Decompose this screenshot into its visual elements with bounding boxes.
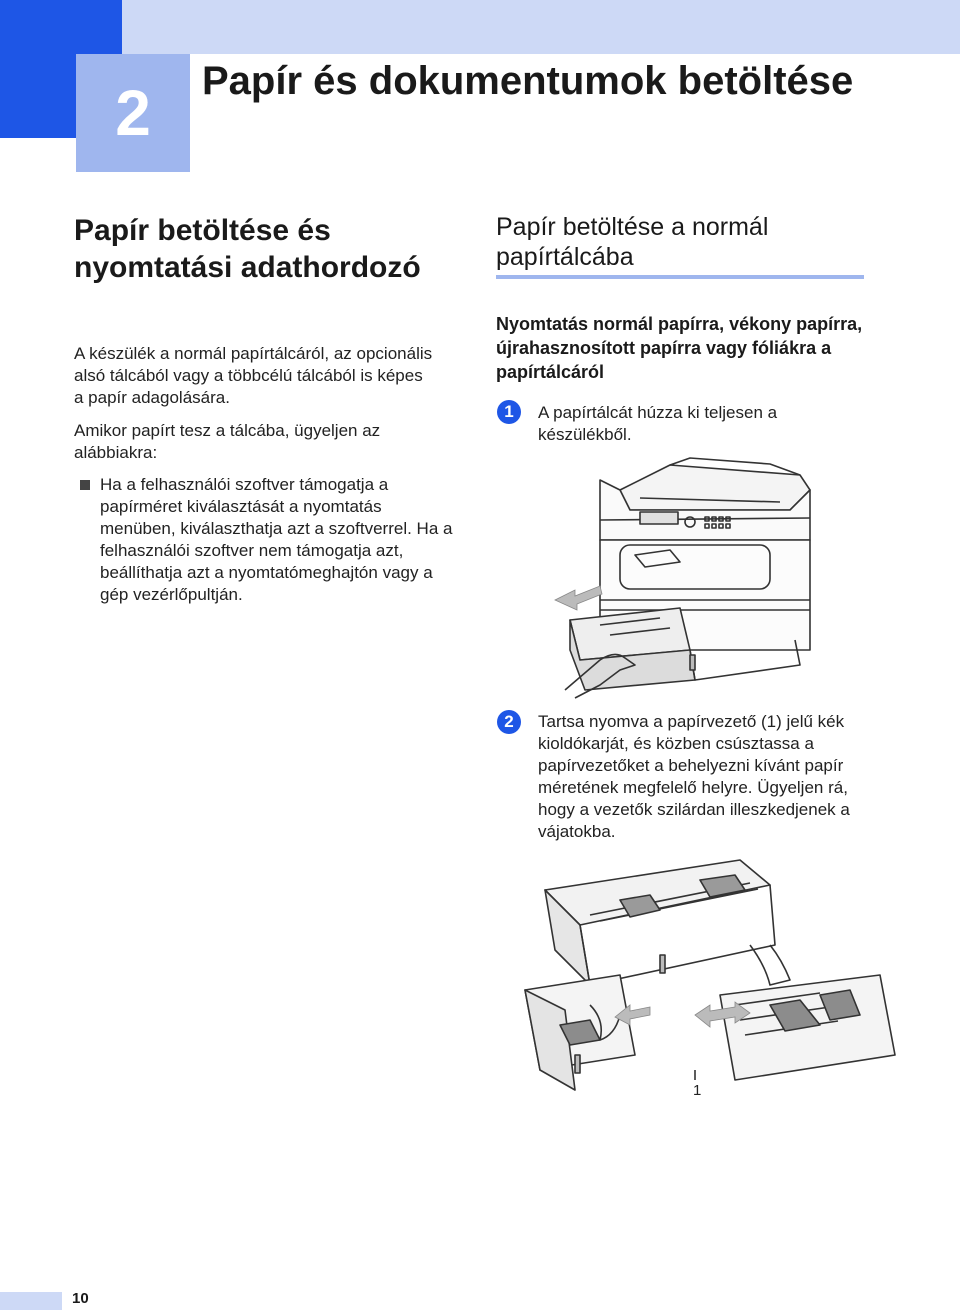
- note-paragraph: Amikor papírt tesz a tálcába, ügyeljen az alábbiakra:: [74, 421, 381, 462]
- page-number: 10: [72, 1290, 89, 1307]
- chapter-title: Papír és dokumentumok betöltése: [202, 59, 854, 103]
- header-band-light: [122, 0, 960, 54]
- step-1-badge: 1: [497, 400, 521, 424]
- chapter-number: 2: [115, 77, 151, 149]
- intro-paragraph: A készülék a normál papírtálcáról, az opcionális alsó tálcából vagy a többcélú tálcából is képes a papír adagolására.: [74, 344, 433, 407]
- subsection-heading: Papír betöltése a normál papírtálcába: [496, 213, 769, 271]
- bullet-square-icon: [80, 480, 90, 490]
- printer-tray-illustration: [540, 450, 825, 700]
- callout-label: 1: [693, 1082, 702, 1099]
- step-2-badge: 2: [497, 710, 521, 734]
- paper-guide-illustration: [520, 855, 900, 1105]
- bullet-item: Ha a felhasználói szoftver támogatja a papírméret kiválasztását a nyomtatás menüben, kiválaszthatja azt a szoftverrel. Ha a felhasználói szoftver nem támogatja azt, beállíthatja azt a nyomtatómeghajtón vagy a gép vezérlőpultján.: [100, 475, 453, 604]
- step-1-text: A papírtálcát húzza ki teljesen a készülékből.: [538, 403, 778, 444]
- step-2-text: Tartsa nyomva a papírvezető (1) jelű kék kioldókarját, és közben csúsztassa a papírvezetőket a behelyezni kívánt papír méretének megfelelő helyre. Ügyeljen rá, hogy a vezetők szilárdan illeszkedjenek a vájatokba.: [538, 712, 850, 841]
- heading-underline: [496, 275, 864, 279]
- procedure-heading: Nyomtatás normál papírra, vékony papírra, újrahasznosított papírra vagy fóliákra a papírtálcáról: [496, 314, 863, 382]
- footer-band: [0, 1292, 62, 1310]
- chapter-number-box: [76, 54, 190, 172]
- section-heading: Papír betöltése és nyomtatási adathordozó: [74, 214, 421, 284]
